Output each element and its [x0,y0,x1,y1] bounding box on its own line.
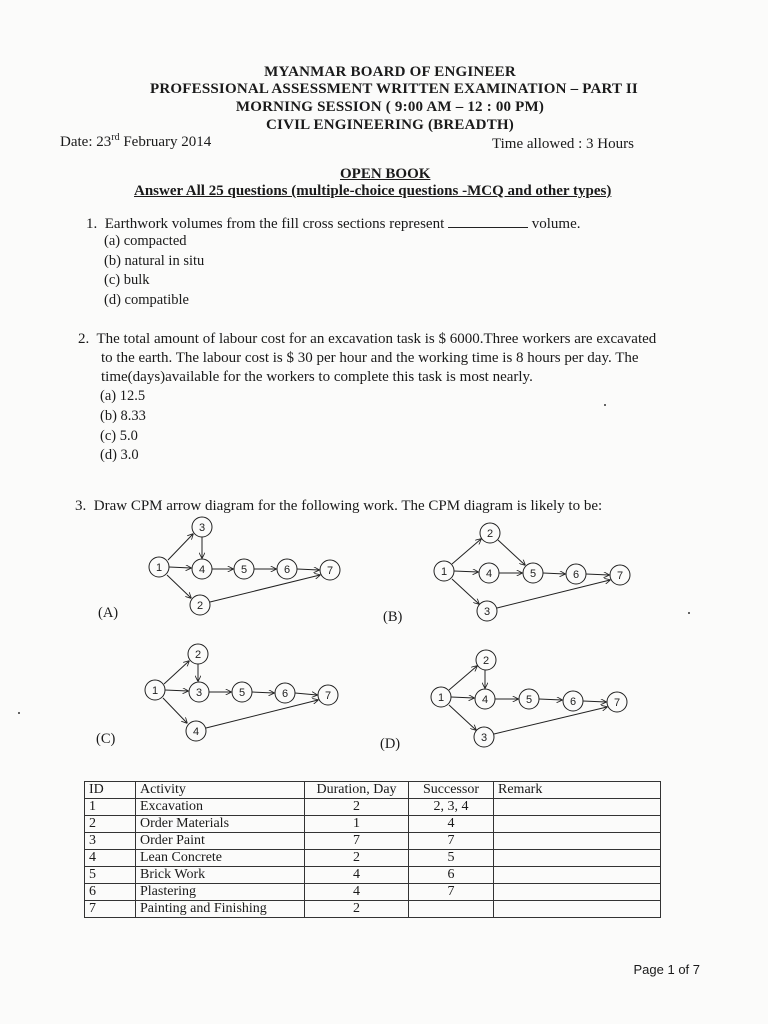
cell-duration: 2 [305,901,409,918]
cell-activity: Plastering [136,884,305,901]
cell-remark [494,901,661,918]
scan-speck [688,612,690,614]
cell-id: 2 [85,816,136,833]
page-number: Page 1 of 7 [633,962,700,977]
node-label: 7 [616,570,624,582]
node-label: 6 [283,564,291,576]
col-remark: Remark [494,782,661,799]
node-label: 1 [151,685,159,697]
cell-duration: 1 [305,816,409,833]
diagram-d-label: (D) [380,736,401,752]
cell-successor: 7 [409,833,494,850]
scan-speck [604,404,606,406]
time-allowed: Time allowed : 3 Hours [492,136,634,152]
cell-successor: 4 [409,816,494,833]
col-activity: Activity [136,782,305,799]
node-label: 4 [481,694,489,706]
col-id: ID [85,782,136,799]
diagram-c-label: (C) [96,731,116,747]
exam-date: Date: 23rd February 2014 [60,132,212,150]
cell-duration: 4 [305,867,409,884]
node-label: 4 [192,726,200,738]
instruction: Answer All 25 questions (multiple-choice questions -MCQ and other types) [134,183,612,199]
node-label: 2 [194,649,202,661]
node-label: 7 [326,565,334,577]
table-row [85,799,661,816]
node-label: 2 [482,655,490,667]
q1-option-d: (d) compatible [104,292,189,308]
cell-remark [494,867,661,884]
cell-successor: 2, 3, 4 [409,799,494,816]
cell-activity: Order Paint [136,833,305,850]
cell-id: 3 [85,833,136,850]
cell-successor: 6 [409,867,494,884]
table-row [85,901,661,918]
node-label: 7 [324,690,332,702]
activity-table [84,781,661,918]
cell-duration: 7 [305,833,409,850]
node-label: 2 [486,528,494,540]
session-title: MORNING SESSION ( 9:00 AM – 12 : 00 PM) [235,99,545,115]
cell-id: 1 [85,799,136,816]
node-label: 5 [529,568,537,580]
table-row [85,867,661,884]
q2-option-b: (b) 8.33 [100,408,146,424]
col-successor: Successor [409,782,494,799]
table-row [85,850,661,867]
scan-speck [18,712,20,714]
col-duration: Duration, Day [305,782,409,799]
table-row [85,884,661,901]
node-label: 6 [281,688,289,700]
cell-activity: Excavation [136,799,305,816]
q2-option-d: (d) 3.0 [100,447,139,463]
node-label: 4 [198,564,206,576]
node-label: 2 [196,600,204,612]
node-label: 7 [613,697,621,709]
question-1: 1. Earthwork volumes from the fill cross sections represent volume. [86,216,581,232]
node-label: 6 [569,696,577,708]
cell-duration: 4 [305,884,409,901]
cell-id: 6 [85,884,136,901]
diagram-a-label: (A) [98,605,119,621]
question-2-line-3: time(days)available for the workers to complete this task is most nearly. [101,369,533,385]
cell-id: 4 [85,850,136,867]
q1-option-b: (b) natural in situ [104,253,205,269]
q1-option-a: (a) compacted [104,233,187,249]
cell-successor [409,901,494,918]
node-label: 5 [240,564,248,576]
question-2-line-2: to the earth. The labour cost is $ 30 per hour and the working time is 8 hours per day. The [101,350,639,366]
cell-duration: 2 [305,799,409,816]
table-row [85,816,661,833]
cell-id: 7 [85,901,136,918]
q2-option-a: (a) 12.5 [100,388,146,404]
node-label: 1 [437,692,445,704]
cell-duration: 2 [305,850,409,867]
cell-activity: Painting and Finishing [136,901,305,918]
node-label: 3 [480,732,488,744]
node-label: 1 [440,566,448,578]
cell-successor: 7 [409,884,494,901]
cell-activity: Lean Concrete [136,850,305,867]
open-book-label: OPEN BOOK [340,166,431,182]
question-3: 3. Draw CPM arrow diagram for the following work. The CPM diagram is likely to be: [75,498,603,514]
board-title: MYANMAR BOARD OF ENGINEER [264,64,516,80]
subject-title: CIVIL ENGINEERING (BREADTH) [266,117,514,133]
cell-remark [494,816,661,833]
cell-remark [494,833,661,850]
cell-successor: 5 [409,850,494,867]
q2-option-c: (c) 5.0 [100,428,138,444]
cell-activity: Brick Work [136,867,305,884]
node-label: 6 [572,569,580,581]
question-2-line-1: 2. The total amount of labour cost for an excavation task is $ 6000.Three workers are excavated [78,331,657,347]
node-label: 1 [155,562,163,574]
diagram-b-label: (B) [383,609,403,625]
node-label: 3 [483,606,491,618]
exam-title: PROFESSIONAL ASSESSMENT WRITTEN EXAMINATION – PART II [150,81,638,97]
cell-id: 5 [85,867,136,884]
cell-remark [494,850,661,867]
cell-activity: Order Materials [136,816,305,833]
cell-remark [494,799,661,816]
q1-option-c: (c) bulk [104,272,150,288]
node-label: 4 [485,568,493,580]
node-label: 3 [198,522,206,534]
node-label: 5 [525,694,533,706]
table-header-row [85,782,661,799]
node-label: 5 [238,687,246,699]
node-label: 3 [195,687,203,699]
cell-remark [494,884,661,901]
table-row [85,833,661,850]
